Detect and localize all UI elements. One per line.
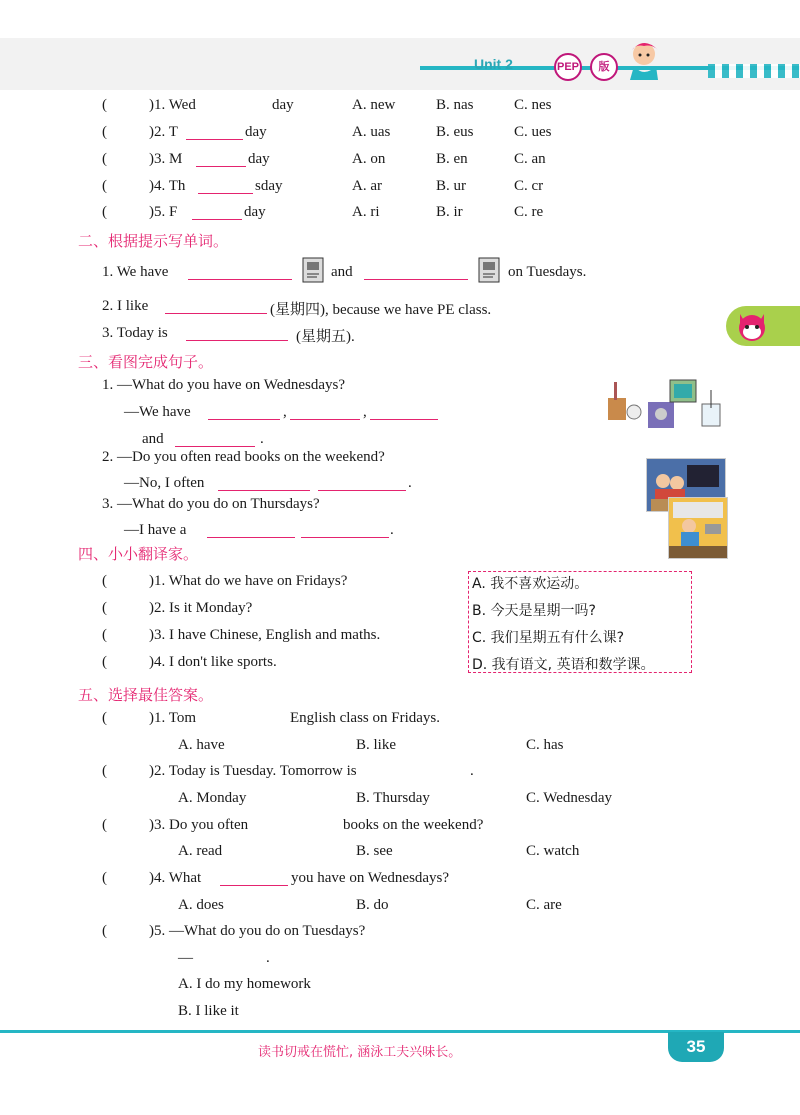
book-icon (300, 256, 326, 284)
p5-option[interactable]: B. Thursday (356, 790, 430, 806)
option-a[interactable]: A. on (352, 151, 386, 167)
p5-q4: )4. What (149, 870, 202, 886)
p1-blank[interactable] (192, 204, 242, 225)
option-c[interactable]: C. nes (514, 97, 552, 113)
p5-q5-period: . (266, 950, 270, 966)
p2-q2-text: 2. I like (102, 298, 149, 314)
p5-option[interactable]: B. like (356, 737, 396, 753)
p2-q2-post: (星期四), because we have PE class. (270, 302, 492, 318)
answer-paren-open: ( (102, 151, 107, 167)
option-b[interactable]: B. ir (436, 204, 463, 220)
p2-q1-text: 1. We have (102, 264, 169, 280)
p3-q1-period: . (260, 431, 264, 447)
fox-mascot-icon (734, 306, 770, 346)
p1-question-number: )3. M (149, 151, 183, 167)
option-a[interactable]: A. new (352, 97, 396, 113)
p2-q3-text: 3. Today is (102, 325, 168, 341)
p3-q2-blank2[interactable] (318, 475, 406, 496)
p3-q2-answer-start: —No, I often (124, 475, 205, 491)
option-c[interactable]: C. cr (514, 178, 544, 194)
header-band (0, 38, 800, 90)
p5-option[interactable]: A. have (178, 737, 225, 753)
p3-q3-question: 3. —What do you do on Thursdays? (102, 496, 320, 512)
answer-paren-open: ( (102, 923, 107, 939)
page-number: 35 (668, 1032, 724, 1062)
p1-blank[interactable] (186, 124, 243, 145)
school-subjects-picture (604, 374, 726, 436)
answer-paren-open: ( (102, 710, 107, 726)
p1-question-number: )1. Wed (149, 97, 196, 113)
p3-q1-answer-start: —We have (124, 404, 191, 420)
p1-question-number: )5. F (149, 204, 178, 220)
answer-paren-open: ( (102, 178, 107, 194)
p5-option[interactable]: C. has (526, 737, 564, 753)
p3-q1-and: and (142, 431, 164, 447)
p4-question: )3. I have Chinese, English and maths. (149, 627, 381, 643)
p4-question: )1. What do we have on Fridays? (149, 573, 348, 589)
option-a[interactable]: A. ri (352, 204, 380, 220)
p5-option[interactable]: B. do (356, 897, 389, 913)
p3-q1-comma1: , (283, 404, 287, 420)
kitchen-picture (668, 497, 728, 559)
p2-q3-post: (星期五). (296, 329, 355, 345)
edition-badge: 版 (590, 53, 618, 81)
p2-q2-blank[interactable] (165, 298, 267, 319)
p1-word-tail: day (248, 151, 270, 167)
p5-option[interactable]: A. does (178, 897, 224, 913)
p4-question: )4. I don't like sports. (149, 654, 277, 670)
option-a[interactable]: A. uas (352, 124, 391, 140)
answer-paren-open: ( (102, 97, 107, 113)
p1-word-tail: day (272, 97, 294, 113)
answer-paren-open: ( (102, 654, 107, 670)
option-b[interactable]: B. eus (436, 124, 474, 140)
answer-paren-open: ( (102, 204, 107, 220)
p5-option[interactable]: A. Monday (178, 790, 247, 806)
option-b[interactable]: B. en (436, 151, 468, 167)
option-c[interactable]: C. ues (514, 124, 552, 140)
p5-q3-rest: books on the weekend? (343, 817, 484, 833)
answer-paren-open: ( (102, 870, 107, 886)
p5-option[interactable]: C. Wednesday (526, 790, 613, 806)
p3-q1-comma2: , (363, 404, 367, 420)
p5-q1: )1. Tom (149, 710, 197, 726)
section-2-title: 二、根据提示写单词。 (78, 232, 229, 250)
answer-paren-open: ( (102, 124, 107, 140)
p2-q1-blank1[interactable] (188, 264, 292, 285)
p1-blank[interactable] (196, 151, 246, 172)
p2-q1-blank2[interactable] (364, 264, 468, 285)
p3-q1-blank2[interactable] (290, 404, 360, 425)
p5-q5-dash: — (178, 950, 193, 966)
p5-q5: )5. —What do you do on Tuesdays? (149, 923, 366, 939)
option-c[interactable]: C. re (514, 204, 544, 220)
p5-option[interactable]: C. are (526, 897, 562, 913)
p5-q3: )3. Do you often (149, 817, 249, 833)
answer-paren-open: ( (102, 817, 107, 833)
p4-translation-option[interactable]: B. 今天是星期一吗? (472, 603, 596, 619)
p5-q4-rest: you have on Wednesdays? (291, 870, 450, 886)
option-b[interactable]: B. ur (436, 178, 466, 194)
p3-q3-period: . (390, 522, 394, 538)
p5-q2: )2. Today is Tuesday. Tomorrow is (149, 763, 357, 779)
header-checker-pattern (708, 64, 800, 78)
answer-paren-open: ( (102, 600, 107, 616)
section-5-title: 五、选择最佳答案。 (78, 686, 214, 704)
section-3-title: 三、看图完成句子。 (78, 353, 214, 371)
section-4-title: 四、小小翻译家。 (78, 545, 199, 563)
p5-option[interactable]: B. see (356, 843, 393, 859)
p5-q2-rest: . (470, 763, 474, 779)
p2-q1-post: on Tuesdays. (508, 264, 587, 280)
answer-paren-open: ( (102, 763, 107, 779)
option-c[interactable]: C. an (514, 151, 546, 167)
p3-q2-question: 2. —Do you often read books on the weekend? (102, 449, 385, 465)
p3-q3-blank2[interactable] (301, 522, 389, 543)
p5-option[interactable]: A. I do my homework (178, 976, 311, 992)
p5-q4-blank[interactable] (220, 870, 288, 891)
answer-paren-open: ( (102, 573, 107, 589)
p2-q1-and: and (331, 264, 353, 280)
p1-word-tail: day (244, 204, 266, 220)
p1-word-tail: sday (255, 178, 283, 194)
option-a[interactable]: A. ar (352, 178, 382, 194)
p1-question-number: )4. Th (149, 178, 186, 194)
p1-blank[interactable] (198, 178, 253, 199)
p4-translation-option[interactable]: D. 我有语文, 英语和数学课。 (472, 657, 655, 673)
option-b[interactable]: B. nas (436, 97, 474, 113)
unit-label: Unit 2 (474, 56, 513, 72)
p5-q1-rest: English class on Fridays. (290, 710, 440, 726)
p3-q1-blank1[interactable] (208, 404, 280, 425)
p5-option[interactable]: A. read (178, 843, 223, 859)
pep-badge: PEP (554, 53, 582, 81)
p2-q3-blank[interactable] (186, 325, 288, 346)
p3-q3-answer-start: —I have a (124, 522, 187, 538)
p3-q1-question: 1. —What do you have on Wednesdays? (102, 377, 346, 393)
p1-word-tail: day (245, 124, 267, 140)
p5-option[interactable]: C. watch (526, 843, 580, 859)
p3-q1-blank3[interactable] (370, 404, 438, 425)
p3-q2-period: . (408, 475, 412, 491)
p4-translation-option[interactable]: A. 我不喜欢运动。 (472, 576, 589, 592)
p3-q3-blank1[interactable] (207, 522, 295, 543)
p3-q2-blank1[interactable] (218, 475, 310, 496)
cartoon-girl-icon (618, 38, 670, 82)
book-icon-2 (476, 256, 502, 284)
p4-question: )2. Is it Monday? (149, 600, 253, 616)
p5-option[interactable]: B. I like it (178, 1003, 239, 1019)
p1-question-number: )2. T (149, 124, 178, 140)
footer-motto: 读书切戒在慌忙, 涵泳工夫兴味长。 (258, 1045, 462, 1060)
p4-translation-option[interactable]: C. 我们星期五有什么课? (472, 630, 625, 646)
answer-paren-open: ( (102, 627, 107, 643)
